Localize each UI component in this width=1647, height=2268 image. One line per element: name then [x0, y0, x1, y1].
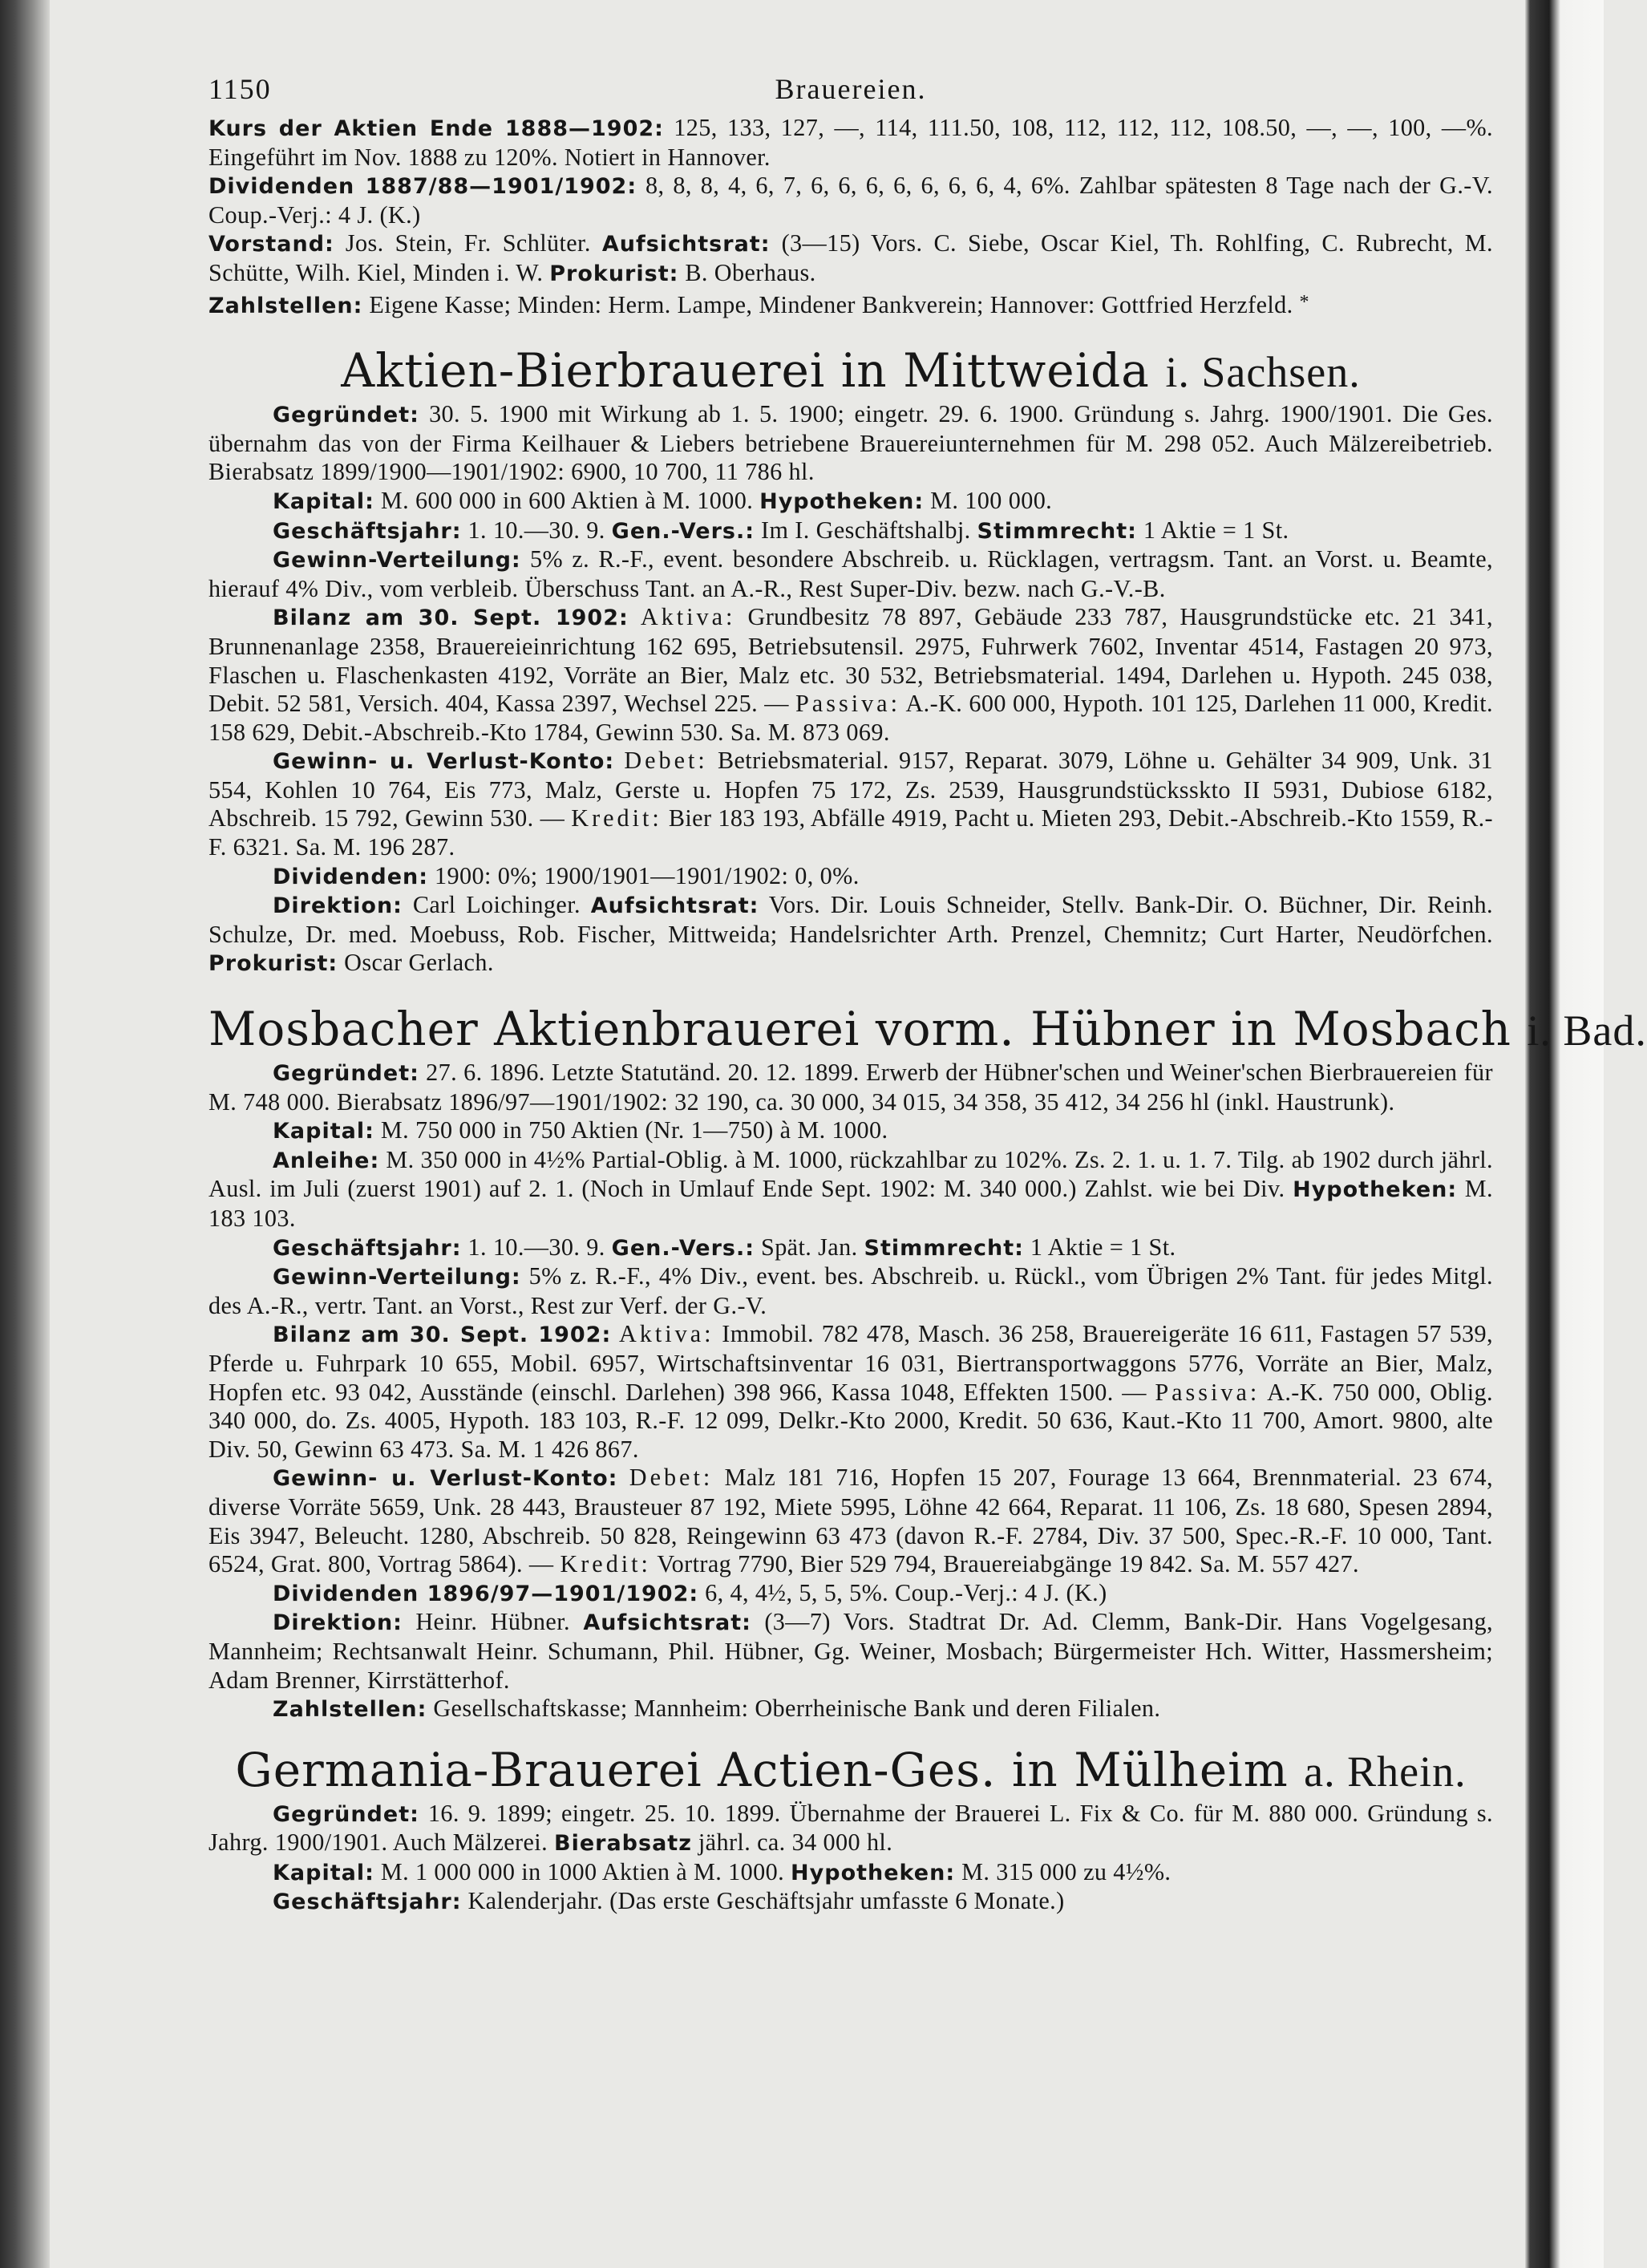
- running-title: Brauereien.: [775, 73, 927, 105]
- dir-text: Carl Loichinger.: [412, 891, 581, 919]
- stimm-text: 1 Aktie = 1 St.: [1030, 1233, 1176, 1261]
- bilanz-label: Bilanz am 30. Sept. 1902:: [273, 605, 629, 631]
- vorstand-text: Jos. Stein, Fr. Schlüter.: [345, 229, 591, 257]
- geschaeftsjahr: [208, 516, 1493, 546]
- separator: [208, 978, 1493, 1001]
- gv-label: Gen.-Vers.:: [611, 1235, 755, 1261]
- prev-zahlstellen: [208, 289, 1493, 321]
- gegruendet-label: Gegründet:: [273, 403, 419, 428]
- gewinn-verlust-konto: [208, 747, 1493, 861]
- prev-vorstand: [208, 229, 1493, 288]
- zahl-text: Gesellschaftskasse; Mannheim: Oberrheinische Bank und deren Filialen.: [433, 1695, 1161, 1723]
- kredit-text: Bier 183 193, Abfälle 4919, Pacht u. Mieten 293, Debit.-Abschreib.-Kto 1559, R.-F. 6321. Sa. M. 196 287.: [208, 804, 1494, 861]
- geschaeftsjahr: [208, 1887, 1493, 1917]
- bilanz: [208, 603, 1493, 747]
- dividenden: [208, 862, 1493, 892]
- gv-text: Spät. Jan.: [761, 1233, 858, 1261]
- gegruendet-label: Gegründet:: [273, 1061, 419, 1087]
- running-head: [208, 72, 1493, 114]
- kredit-text: Vortrag 7790, Bier 529 794, Brauereiabgänge 19 842. Sa. M. 557 427.: [657, 1550, 1359, 1578]
- direktion: [208, 1608, 1493, 1695]
- kredit-word: Kredit:: [571, 804, 662, 832]
- gegruendet-label: Gegründet:: [273, 1801, 419, 1827]
- bilanz: [208, 1320, 1493, 1464]
- debet-text: Malz 181 716, Hopfen 15 207, Fourage 13 664, Brennmaterial. 23 674, diverse Vorräte 5659, Unk. 28 443, Brausteuer 87 192, Miete 5995, Löhne 42 664, Reparat. 11 106, Zs. 18 680, Spesen 2894, Eis 3947, Beleucht. 1280, Abschreib. 50 828, Reingewinn 63 473 (davon R.-F. 2784, Div. 37 500, Spec.-R.-F. 10 000, Tant. 6524, Grat. 800, Vortrag 5864). —: [208, 1464, 1493, 1578]
- guv-label: Gewinn- u. Verlust-Konto:: [273, 1466, 618, 1492]
- company-name: Mosbacher Aktienbrauerei vorm. Hübner in Mosbach: [208, 1002, 1511, 1057]
- kapital: [208, 1858, 1493, 1888]
- scan-edge-left: [0, 0, 50, 2268]
- stimm-text: 1 Aktie = 1 St.: [1143, 516, 1289, 544]
- gewinn-verteilung: [208, 545, 1493, 603]
- hyp-label: Hypotheken:: [759, 488, 925, 514]
- kredit-word: Kredit:: [560, 1550, 651, 1578]
- div-text: 1900: 0%; 1900/1901—1901/1902: 0, 0%.: [435, 861, 860, 889]
- div-text: 6, 4, 4½, 5, 5, 5%. Coup.-Verj.: 4 J. (K.): [705, 1578, 1107, 1606]
- anleihe: [208, 1146, 1493, 1233]
- gegruendet-text: 16. 9. 1899; eingetr. 25. 10. 1899. Übernahme der Brauerei L. Fix & Co. für M. 880 000. Gründung s. Jahrg. 1900/1901. Auch Mälzerei.: [208, 1799, 1493, 1857]
- bier-text: jährl. ca. 34 000 hl.: [698, 1829, 893, 1857]
- div-label: Dividenden 1887/88—1901/1902:: [208, 174, 637, 200]
- gegruendet-text: 27. 6. 1896. Letzte Statutänd. 20. 12. 1899. Erwerb der Hübner'schen und Weiner'schen Bierbrauereien für M. 748 000. Bierabsatz 1896/97—1901/1902: 32 190, ca. 30 000, 34 015, 34 358, 35 412, 34 256 hl (inkl. Haustrunk).: [208, 1059, 1493, 1116]
- stimm-label: Stimmrecht:: [977, 518, 1137, 544]
- company-heading-germania: [208, 1742, 1493, 1800]
- aufsicht-label: Aufsichtsrat:: [583, 1610, 751, 1636]
- debet-text: Betriebsmaterial. 9157, Reparat. 3079, Löhne u. Gehälter 34 909, Unk. 31 554, Kohlen 10 764, Eis 773, Malz, Gerste u. Hopfen 75 172, Zs. 2539, Hausgrundstücksskto II 5931, Dubiose 6182, Abschreib. 15 792, Gewinn 530. —: [208, 747, 1493, 832]
- dir-label: Direktion:: [273, 893, 403, 919]
- debet-word: Debet:: [624, 747, 708, 775]
- passiva-word: Passiva:: [1155, 1378, 1261, 1406]
- hyp-label: Hypotheken:: [791, 1860, 956, 1885]
- prok-label: Prokurist:: [208, 951, 338, 977]
- star-mark: *: [1299, 291, 1309, 313]
- hyp-text: M. 315 000 zu 4½%.: [961, 1857, 1172, 1885]
- gewinn-verteilung: [208, 1262, 1493, 1320]
- kapital-label: Kapital:: [273, 488, 374, 514]
- passiva-text: A.-K. 600 000, Hypoth. 101 125, Darlehen 11 000, Kredit. 158 629, Debit.-Abschreib.-Kto 1784, Gewinn 530. Sa. M. 873 069.: [208, 690, 1493, 746]
- gegruendet-text: 30. 5. 1900 mit Wirkung ab 1. 5. 1900; eingetr. 29. 6. 1900. Gründung s. Jahrg. 1900/1901. Die Ges. übernahm das von der Firma Keilhauer & Liebers betriebene Brauereiunternehmen für M. 298 052. Auch Mälzereibetrieb. Bierabsatz 1899/1900—1901/1902: 6900, 10 700, 11 786 hl.: [208, 400, 1494, 486]
- kapital-text: M. 1 000 000 in 1000 Aktien à M. 1000.: [380, 1857, 785, 1885]
- gv-text: Im I. Geschäftshalbj.: [761, 516, 971, 544]
- aktiva-word: Aktiva:: [618, 1320, 714, 1348]
- anleihe-text: M. 350 000 in 4½% Partial-Oblig. à M. 1000, rückzahlbar zu 102%. Zs. 2. 1. u. 1. 7. Tilg. ab 1902 durch jährl. Ausl. im Juli (zuerst 1901) auf 2. 1. (Noch in Umlauf Ende Sept. 1902: M. 340 000.) Zahlst. wie bei Div.: [208, 1145, 1494, 1203]
- prev-dividenden: [208, 172, 1493, 229]
- kapital: [208, 487, 1493, 516]
- prok-text: Oscar Gerlach.: [344, 949, 494, 977]
- hyp-text: M. 100 000.: [930, 486, 1053, 514]
- vorstand-label: Vorstand:: [208, 232, 334, 257]
- zahl-label: Zahlstellen:: [273, 1697, 427, 1723]
- separator: [208, 1724, 1493, 1742]
- gv-label: Gen.-Vers.:: [611, 518, 755, 544]
- guv-label: Gewinn- u. Verlust-Konto:: [273, 749, 615, 775]
- dir-text: Heinr. Hübner.: [415, 1608, 570, 1636]
- dir-label: Direktion:: [273, 1610, 403, 1636]
- gewinn-text: 5% z. R.-F., 4% Div., event. bes. Abschreib. u. Rückl., vom Übrigen 2% Tant. für jedes Mitgl. des A.-R., vertr. Tant. an Vorst., Rest zur Verf. der G.-V.: [208, 1262, 1493, 1319]
- passiva-text: A.-K. 750 000, Oblig. 340 000, do. Zs. 4005, Hypoth. 183 103, R.-F. 12 099, Delkr.-Kto 2000, Kredit. 50 636, Kaut.-Kto 11 700, Amort. 9800, alte Div. 50, Gewinn 63 473. Sa. M. 1 426 867.: [208, 1378, 1494, 1463]
- gj-text: 1. 10.—30. 9.: [467, 1233, 605, 1261]
- prokurist-label: Prokurist:: [549, 261, 679, 286]
- kapital: [208, 1116, 1493, 1146]
- gegruendet: [208, 1800, 1493, 1858]
- prokurist-text: B. Oberhaus.: [685, 258, 816, 286]
- anleihe-label: Anleihe:: [273, 1148, 380, 1173]
- zahl-label: Zahlstellen:: [208, 293, 363, 318]
- kapital-text: M. 600 000 in 600 Aktien à M. 1000.: [380, 486, 754, 514]
- gj-label: Geschäftsjahr:: [273, 1235, 462, 1261]
- dividenden: [208, 1579, 1493, 1609]
- bier-label: Bierabsatz: [554, 1831, 692, 1857]
- geschaeftsjahr: [208, 1233, 1493, 1263]
- zahl-text: Eigene Kasse; Minden: Herm. Lampe, Mindener Bankverein; Hannover: Gottfried Herzfeld.: [369, 290, 1293, 318]
- gj-label: Geschäftsjahr:: [273, 1889, 462, 1915]
- hyp-text: M. 183 103.: [208, 1175, 1493, 1232]
- aufsicht-label: Aufsichtsrat:: [601, 232, 771, 257]
- div-label: Dividenden:: [273, 864, 429, 889]
- aktiva-text: Immobil. 782 478, Masch. 36 258, Brauereigeräte 16 611, Fastagen 57 539, Pferde u. Fuhrpark 10 655, Mobil. 6957, Wirtschaftsinventar 16 031, Biertransportwaggons 5776, Vorräte an Bier, Malz, Hopfen etc. 93 042, Ausstände (einschl. Darlehen) 398 966, Kassa 1048, Effekten 1500. —: [208, 1320, 1493, 1406]
- bilanz-label: Bilanz am 30. Sept. 1902:: [273, 1322, 612, 1348]
- gegruendet: [208, 1059, 1493, 1116]
- company-place: i. Sachsen.: [1165, 348, 1361, 397]
- direktion: [208, 891, 1493, 978]
- debet-word: Debet:: [629, 1464, 714, 1492]
- aktiva-text: Grundbesitz 78 897, Gebäude 233 787, Hausgrundstücke etc. 21 341, Brunnenanlage 2358, Brauereieinrichtung 162 695, Betriebsutensil. 2975, Fuhrwerk 7602, Inventar 4514, Fastagen 20 973, Flaschen u. Flaschenkasten 4192, Vorräte an Bier, Malz etc. 30 532, Betriebsmaterial. 1494, Darlehen u. Hypoth. 245 038, Debit. 52 581, Versich. 404, Kassa 2397, Wechsel 225. —: [208, 603, 1493, 718]
- kurs-label: Kurs der Aktien Ende 1888—1902:: [208, 116, 664, 141]
- aufsicht-text: (3—7) Vors. Stadtrat Dr. Ad. Clemm, Bank-Dir. Hans Vogelgesang, Mannheim; Rechtsanwalt Heinr. Schumann, Phil. Hübner, Gg. Weiner, Mosbach; Bürgermeister Hch. Witter, Hassmersheim; Adam Brenner, Kirrstätterhof.: [208, 1608, 1493, 1694]
- company-name: Aktien-Bierbrauerei in Mittweida: [341, 343, 1150, 399]
- aufsicht-text: (3—15) Vors. C. Siebe, Oscar Kiel, Th. Rohlfing, C. Rubrecht, M. Schütte, Wilh. Kiel, Minden i. W.: [208, 229, 1493, 286]
- zahlstellen: [208, 1695, 1493, 1724]
- kapital-text: M. 750 000 in 750 Aktien (Nr. 1—750) à M. 1000.: [380, 1116, 888, 1144]
- aufsicht-label: Aufsichtsrat:: [590, 893, 759, 919]
- gegruendet: [208, 400, 1493, 487]
- company-place: a. Rhein.: [1304, 1747, 1467, 1796]
- page: [208, 72, 1647, 2238]
- scan-edge-right: [1525, 0, 1604, 2268]
- aufsicht-text: Vors. Dir. Louis Schneider, Stellv. Bank-Dir. O. Büchner, Dir. Reinh. Schulze, Dr. med. Moebuss, Rob. Fischer, Mittweida; Handelsrichter Arth. Prenzel, Chemnitz; Curt Harter, Neudörfchen.: [208, 891, 1493, 948]
- aktiva-word: Aktiva:: [640, 603, 736, 631]
- kapital-label: Kapital:: [273, 1119, 374, 1144]
- stimm-label: Stimmrecht:: [864, 1235, 1024, 1261]
- company-heading-mosbach: [208, 1001, 1647, 1059]
- kapital-label: Kapital:: [273, 1860, 374, 1885]
- separator: [208, 320, 1493, 342]
- gewinn-text: 5% z. R.-F., event. besondere Abschreib. u. Rücklagen, vertragsm. Tant. an Vorst. u. Beamte, hierauf 4% Div., vom verbleib. Überschuss Tant. an A.-R., Rest Super-Div. bezw. nach G.-V.-B.: [208, 545, 1494, 602]
- div-text: 8, 8, 8, 4, 6, 7, 6, 6, 6, 6, 6, 6, 6, 4, 6%. Zahlbar spätesten 8 Tage nach der G.-V. Coup.-Verj.: 4 J. (K.): [208, 172, 1493, 229]
- kurs-text: 125, 133, 127, —, 114, 111.50, 108, 112, 112, 112, 108.50, —, —, 100, —%. Eingeführt im Nov. 1888 zu 120%. Notiert in Hannover.: [208, 114, 1494, 171]
- gj-text: 1. 10.—30. 9.: [467, 516, 605, 544]
- gj-label: Geschäftsjahr:: [273, 518, 462, 544]
- gj-text: Kalenderjahr. (Das erste Geschäftsjahr umfasste 6 Monate.): [467, 1887, 1065, 1915]
- gewinn-verlust-konto: [208, 1464, 1493, 1578]
- gewinn-label: Gewinn-Verteilung:: [273, 1265, 521, 1290]
- gewinn-label: Gewinn-Verteilung:: [273, 548, 521, 573]
- company-name: Germania-Brauerei Actien-Ges. in Mülheim: [235, 1742, 1289, 1797]
- prev-kurs: [208, 114, 1493, 172]
- company-place: i. Bad.: [1527, 1006, 1647, 1055]
- hyp-label: Hypotheken:: [1293, 1177, 1458, 1203]
- div-label: Dividenden 1896/97—1901/1902:: [273, 1581, 699, 1606]
- page-number: 1150: [208, 73, 272, 105]
- passiva-word: Passiva:: [795, 690, 900, 718]
- company-heading-mittweida: [208, 342, 1493, 400]
